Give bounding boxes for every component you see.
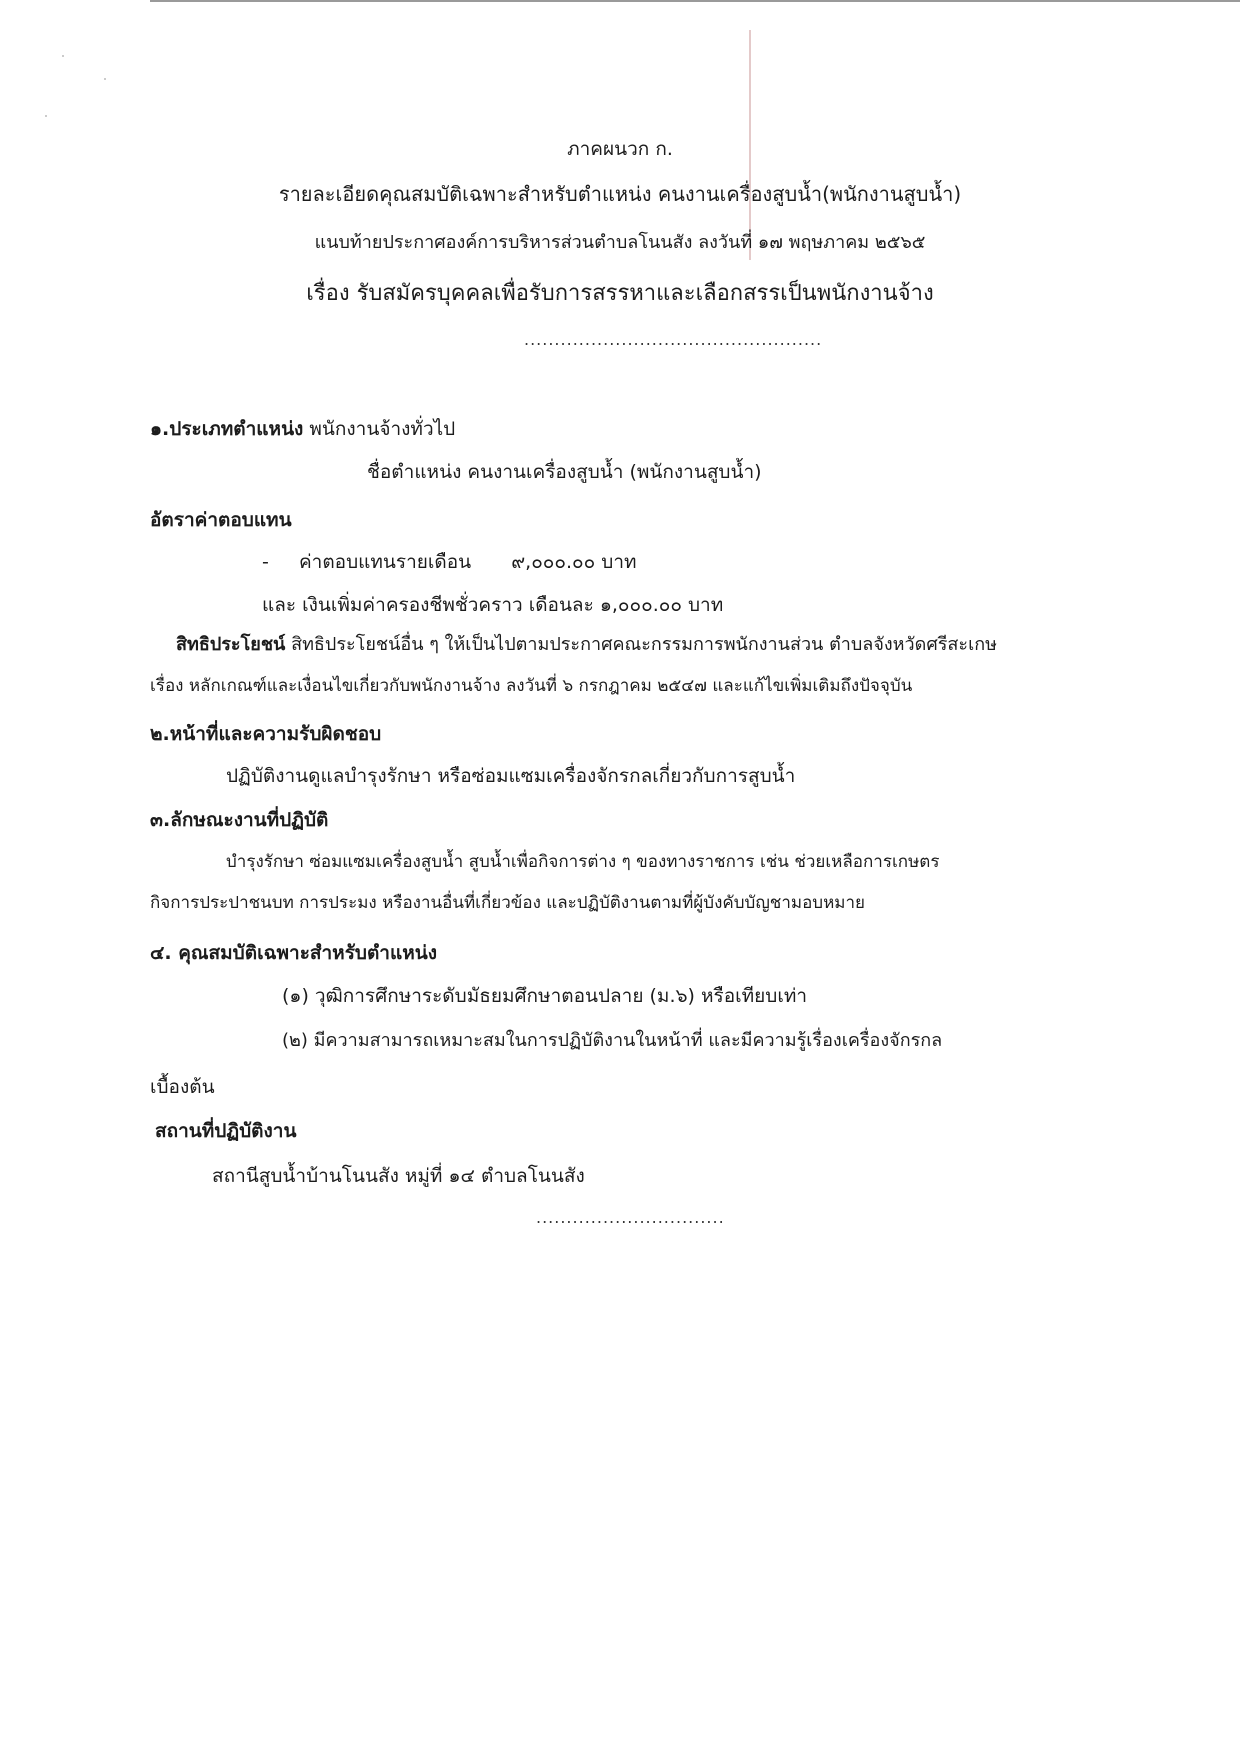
- section3-heading: ๓.ลักษณะงานที่ปฏิบัติ: [150, 809, 329, 831]
- section2-text: ปฏิบัติงานดูแลบำรุงรักษา หรือซ่อมแซมเครื่องจักรกลเกี่ยวกับการสูบน้ำ: [226, 765, 796, 787]
- section1-heading: ๑.ประเภทตำแหน่ง: [150, 418, 304, 440]
- footer-divider: ...............................: [536, 1208, 725, 1227]
- document-title: รายละเอียดคุณสมบัติเฉพาะสำหรับตำแหน่ง คนงานเครื่องสูบน้ำ(พนักงานสูบน้ำ): [278, 182, 962, 206]
- section1-line: [150, 416, 455, 442]
- subject-line: เรื่อง รับสมัครบุคคลเพื่อรับการสรรหาและเลือกสรรเป็นพนักงานจ้าง: [306, 281, 934, 306]
- annex-line: แนบท้ายประกาศองค์การบริหารส่วนตำบลโนนสัง ลงวันที่ ๑๗ พฤษภาคม ๒๕๖๕: [314, 232, 926, 253]
- workplace-heading: สถานที่ปฏิบัติงาน: [155, 1120, 297, 1142]
- benefits-line2: เรื่อง หลักเกณฑ์และเงื่อนไขเกี่ยวกับพนักงานจ้าง ลงวันที่ ๖ กรกฎาคม ๒๕๔๗ และแก้ไขเพิ่มเติมถึงปัจจุบัน: [150, 676, 913, 696]
- scan-top-edge: [150, 0, 1240, 2]
- qualification-item-2: (๒) มีความสามารถเหมาะสมในการปฏิบัติงานในหน้าที่ และมีความรู้เรื่องเครื่องจักรกล: [282, 1030, 943, 1051]
- bullet: -: [262, 551, 269, 573]
- header-divider: .................................................: [524, 330, 823, 349]
- section3-line1: บำรุงรักษา ซ่อมแซมเครื่องสูบน้ำ สูบน้ำเพื่อกิจการต่าง ๆ ของทางราชการ เช่น ช่วยเหลือการเกษตร: [226, 852, 940, 872]
- compensation-heading: อัตราค่าตอบแทน: [150, 509, 292, 531]
- workplace-text: สถานีสูบน้ำบ้านโนนสัง หมู่ที่ ๑๔ ตำบลโนนสัง: [212, 1165, 585, 1187]
- benefits-text: สิทธิประโยชน์อื่น ๆ ให้เป็นไปตามประกาศคณะกรรมการพนักงานส่วน ตำบลจังหวัดศรีสะเกษ: [291, 634, 997, 655]
- position-name-line: ชื่อตำแหน่ง คนงานเครื่องสูบน้ำ (พนักงานสูบน้ำ): [367, 461, 762, 483]
- section4-heading: ๔. คุณสมบัติเฉพาะสำหรับตำแหน่ง: [150, 942, 438, 964]
- monthly-pay-line: [262, 549, 637, 575]
- position-type-value: พนักงานจ้างทั่วไป: [309, 418, 456, 440]
- section2-heading: ๒.หน้าที่และความรับผิดชอบ: [150, 723, 382, 745]
- appendix-label: ภาคผนวก ก.: [567, 138, 673, 160]
- cost-of-living-line: และ เงินเพิ่มค่าครองชีพชั่วคราว เดือนละ ๑,๐๐๐.๐๐ บาท: [262, 594, 724, 616]
- section3-line2: กิจการประปาชนบท การประมง หรืองานอื่นที่เกี่ยวข้อง และปฏิบัติงานตามที่ผู้บังคับบัญชามอบหมาย: [150, 893, 866, 913]
- benefits-label: สิทธิประโยชน์: [176, 634, 286, 655]
- scan-speck: [104, 78, 106, 80]
- qualification-item-1: (๑) วุฒิการศึกษาระดับมัธยมศึกษาตอนปลาย (ม.๖) หรือเทียบเท่า: [282, 985, 808, 1007]
- monthly-pay-value: ๙,๐๐๐.๐๐ บาท: [511, 551, 637, 573]
- benefits-line: [176, 632, 997, 658]
- scan-speck: [45, 115, 47, 117]
- monthly-pay-label: ค่าตอบแทนรายเดือน: [298, 551, 472, 573]
- qualification-item-2-cont: เบื้องต้น: [150, 1076, 215, 1098]
- scan-speck: [62, 55, 64, 57]
